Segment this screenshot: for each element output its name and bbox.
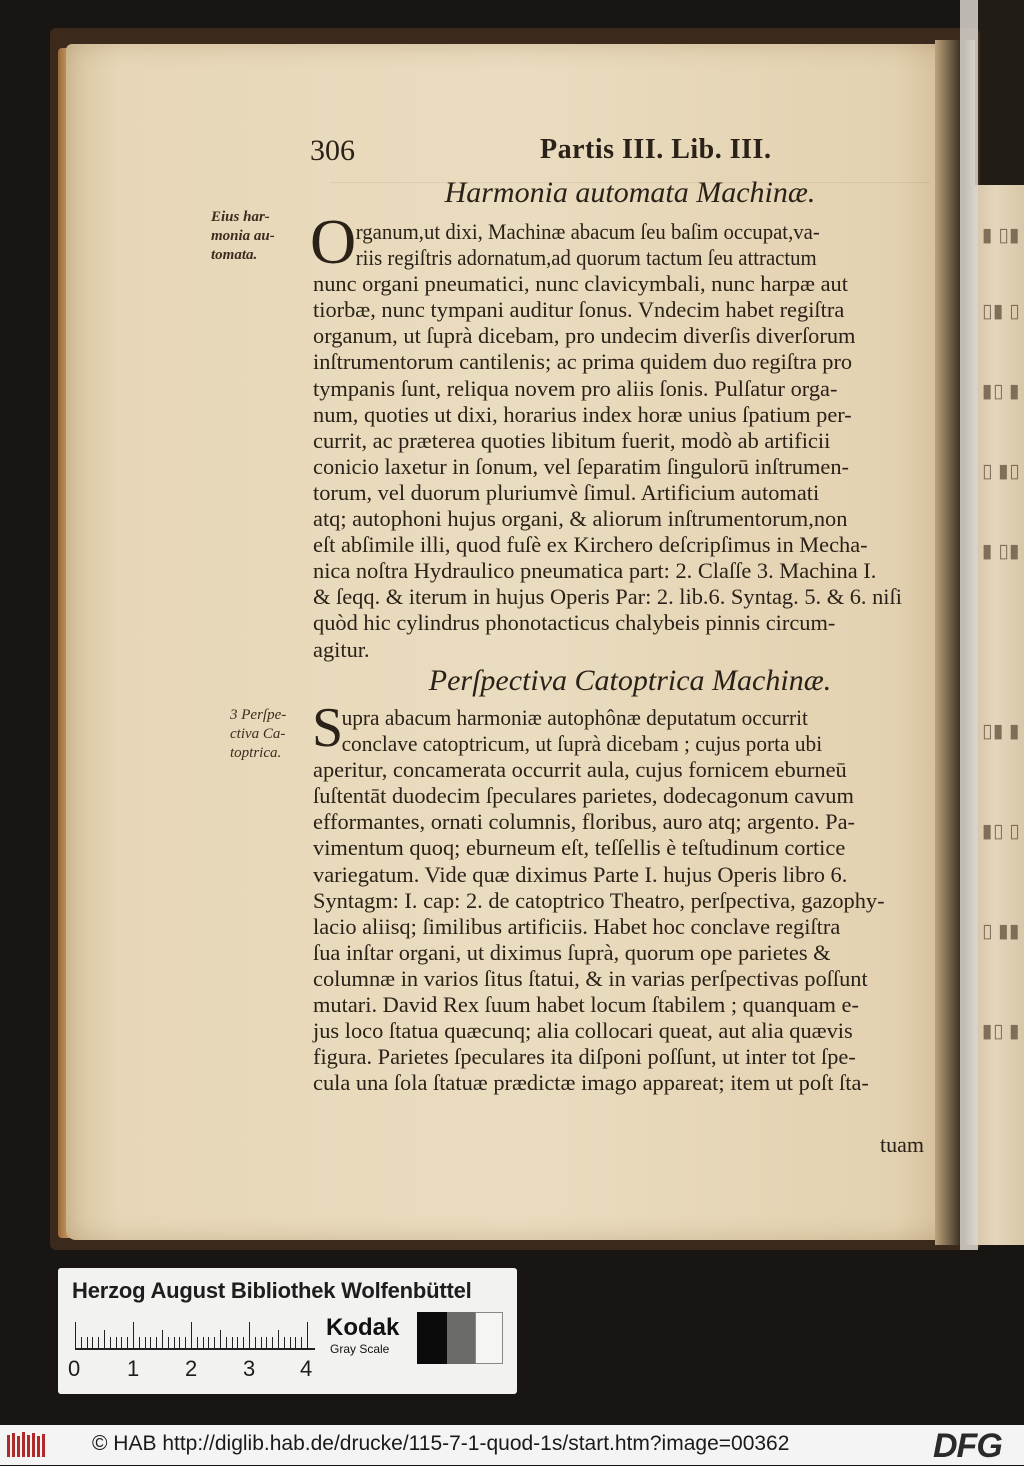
ruler-number: 1 (127, 1356, 140, 1381)
text-line: cula una ſola ſtatuæ prædictæ imago appareat; item ut poſt ſta- (313, 1070, 869, 1096)
scale-ruler (75, 1320, 315, 1350)
text-line: nica noſtra Hydraulico pneumatica part: 2. Claſſe 3. Machina I. (313, 558, 877, 584)
margin-note-line: 3 Perſpe- (230, 707, 287, 723)
text-line: aperitur, concamerata occurrit aula, cujus fornicem eburneū (313, 757, 847, 783)
text-line: torum, vel duorum pluriumvè ſimul. Artificium automati (313, 479, 820, 505)
ruler-tick (203, 1337, 204, 1348)
scanner-dark-area (975, 0, 1024, 185)
text-line: atq; autophoni hujus organi, & aliorum inſtrumentorum,non (313, 506, 848, 532)
ruler-tick (197, 1337, 198, 1348)
facing-page-bleed: ▮ ▯▮ (982, 225, 1021, 246)
text-line: conicio laxetur in ſonum, vel ſeparatim ſingulorū inſtrumen- (313, 453, 849, 479)
ruler-tick (243, 1337, 244, 1348)
footer-copyright-url[interactable]: © HAB http://diglib.hab.de/drucke/115-7-1-quod-1s/start.htm?image=00362 (92, 1432, 790, 1455)
ruler-tick (75, 1322, 76, 1348)
ruler-tick (150, 1337, 151, 1348)
swatch-black (417, 1312, 447, 1364)
text-line: tiorbæ, nunc tympani auditur ſonus. Vndecim habet regiſtra (313, 297, 845, 323)
text-line: variegatum. Vide quæ diximus Parte I. hujus Operis libro 6. (313, 861, 848, 887)
ruler-number: 3 (243, 1356, 256, 1381)
text-line: efformantes, ornati columnis, floribus, auro atq; argento. Pa- (313, 809, 856, 835)
ruler-tick (226, 1337, 227, 1348)
ruler-tick (261, 1337, 262, 1348)
ruler-tick (162, 1330, 163, 1348)
section-heading-harmonia: Harmonia automata Machinæ. (444, 176, 816, 209)
ruler-tick (156, 1337, 157, 1348)
text-line: vimentum quoq; eburneum eſt, teſſellis è teſtudinum cortice (313, 835, 846, 861)
ruler-tick (191, 1322, 192, 1348)
text-line: quòd hic cylindrus phonotacticus chalybeis pinnis circum- (313, 610, 836, 636)
page-number: 306 (310, 134, 355, 167)
ruler-tick (168, 1337, 169, 1348)
text-line: jus loco ſtatua quæcunq; alia collocari queat, aut alia quævis (313, 1018, 853, 1044)
ruler-tick (127, 1337, 128, 1348)
dfg-logo: DFG (933, 1427, 1002, 1465)
facing-page-bleed: ▯▮ ▮ (982, 721, 1021, 742)
text-line: currit, ac præterea quoties libitum fuerit, modò ab artificii (313, 427, 831, 453)
text-line: agitur. (313, 636, 370, 662)
ruler-tick (307, 1322, 308, 1348)
text-line: conclave catoptricum, ut ſuprà dicebam ; cujus porta ubi (341, 731, 823, 757)
margin-note-harmonia (211, 208, 301, 265)
margin-note-line: monia au- (211, 228, 275, 244)
ruler-tick (220, 1330, 221, 1348)
ruler-tick (214, 1337, 215, 1348)
text-line: tympanis ſunt, reliqua novem pro aliis ſonis. Pulſatur orga- (313, 375, 838, 401)
running-title: Partis III. Lib. III. (540, 134, 772, 165)
ruler-tick (301, 1337, 302, 1348)
ruler-number: 4 (300, 1356, 313, 1381)
facing-page-bleed: ▮▯ ▯ (982, 821, 1021, 842)
margin-note-line: tomata. (211, 247, 258, 263)
text-line: ſua inſtar organi, ut diximus ſuprà, quorum ope parietes & (313, 939, 831, 965)
ruler-tick (145, 1337, 146, 1348)
gray-scale-label: Gray Scale (330, 1342, 390, 1356)
margin-note-line: ctiva Ca- (230, 726, 286, 742)
text-line: lacio aliisq; ſimilibus artificiis. Habet hoc conclave regiſtra (313, 913, 841, 939)
text-line: ſuſtentāt duodecim ſpeculares parietes, dodecagonum cavum (313, 783, 854, 809)
ruler-tick (87, 1337, 88, 1348)
ruler-tick (116, 1337, 117, 1348)
ruler-tick (92, 1337, 93, 1348)
text-line: rganum,ut dixi, Machinæ abacum ſeu baſim occupat,va- (355, 219, 820, 244)
text-line: columnæ in varios ſitus ſtatui, & in varias perſpectivas poſſunt (313, 965, 868, 991)
facing-page-bleed: ▯▮ ▯ (982, 301, 1021, 322)
ruler-tick (121, 1337, 122, 1348)
paragraph-perspectiva (313, 705, 953, 1096)
margin-note-line: Eius har- (211, 209, 270, 225)
binding-strip (960, 0, 978, 1250)
text-line: inſtrumentorum cantilenis; ac prima quidem duo regiſtra pro (313, 349, 853, 375)
ruler-tick (185, 1337, 186, 1348)
facing-page-fragment (975, 185, 1024, 1245)
ruler-tick (133, 1322, 134, 1348)
ruler-tick (272, 1337, 273, 1348)
dropcap-o: O (310, 206, 357, 277)
hab-logo-icon (6, 1431, 48, 1459)
section-heading-perspectiva: Perſpectiva Catoptrica Machinæ. (428, 664, 832, 697)
facing-page-bleed: ▯ ▮▯ (982, 461, 1021, 482)
swatch-gray (447, 1312, 475, 1364)
facing-page-bleed: ▮▯ ▮ (982, 1021, 1021, 1042)
ruler-number: 2 (185, 1356, 198, 1381)
kodak-logo-text: Kodak (326, 1314, 400, 1341)
ruler-tick (98, 1337, 99, 1348)
text-line: upra abacum harmoniæ autophônæ deputatum occurrit (341, 705, 808, 730)
ruler-tick (104, 1330, 105, 1348)
ruler-tick (179, 1337, 180, 1348)
margin-note-line: toptrica. (230, 745, 282, 761)
swatch-white (475, 1312, 503, 1364)
ruler-tick (266, 1337, 267, 1348)
ruler-number: 0 (68, 1356, 81, 1381)
facing-page-bleed: ▮▯ ▮ (982, 381, 1021, 402)
ruler-tick (278, 1330, 279, 1348)
text-line: eſt abſimile illi, quod fuſè ex Kirchero deſcripſimus in Mecha- (313, 532, 868, 558)
ruler-tick (81, 1337, 82, 1348)
ruler-tick (232, 1337, 233, 1348)
text-line: & ſeqq. & iterum in hujus Operis Par: 2. lib.6. Syntag. 5. & 6. niſi (313, 584, 902, 610)
margin-note-perspectiva (230, 706, 300, 763)
ruler-tick (237, 1337, 238, 1348)
ruler-tick (290, 1337, 291, 1348)
ruler-tick (208, 1337, 209, 1348)
facing-page-bleed: ▮ ▯▮ (982, 541, 1021, 562)
library-name: Herzog August Bibliothek Wolfenbüttel (72, 1278, 472, 1303)
ruler-tick (110, 1337, 111, 1348)
text-line: organum, ut ſuprà dicebam, pro undecim diverſis diverſorum (313, 323, 856, 349)
text-line: nunc organi pneumatici, nunc clavicymbali, nunc harpæ aut (313, 271, 848, 297)
ruler-tick (255, 1337, 256, 1348)
catchword: tuam (880, 1132, 924, 1157)
text-line: figura. Parietes ſpeculares ita diſponi poſſunt, ut inter tot ſpe- (313, 1044, 856, 1070)
text-line: num, quoties ut dixi, horarius index horæ unius ſpatium per- (313, 401, 852, 427)
text-line: mutari. David Rex ſuum habet locum ſtabilem ; quanquam e- (313, 992, 859, 1018)
ruler-tick (139, 1337, 140, 1348)
facing-page-bleed: ▯ ▮▮ (982, 921, 1021, 942)
ruler-tick (295, 1337, 296, 1348)
ruler-tick (284, 1337, 285, 1348)
ruler-tick (174, 1337, 175, 1348)
paragraph-harmonia (313, 219, 953, 663)
text-line: Syntagm: I. cap: 2. de catoptrico Theatro, perſpectiva, gazophy- (313, 887, 885, 913)
text-line: riis regiſtris adornatum,ad quorum tactum ſeu attractum (355, 245, 817, 271)
dropcap-s: S (312, 697, 344, 759)
ruler-tick (249, 1322, 250, 1348)
